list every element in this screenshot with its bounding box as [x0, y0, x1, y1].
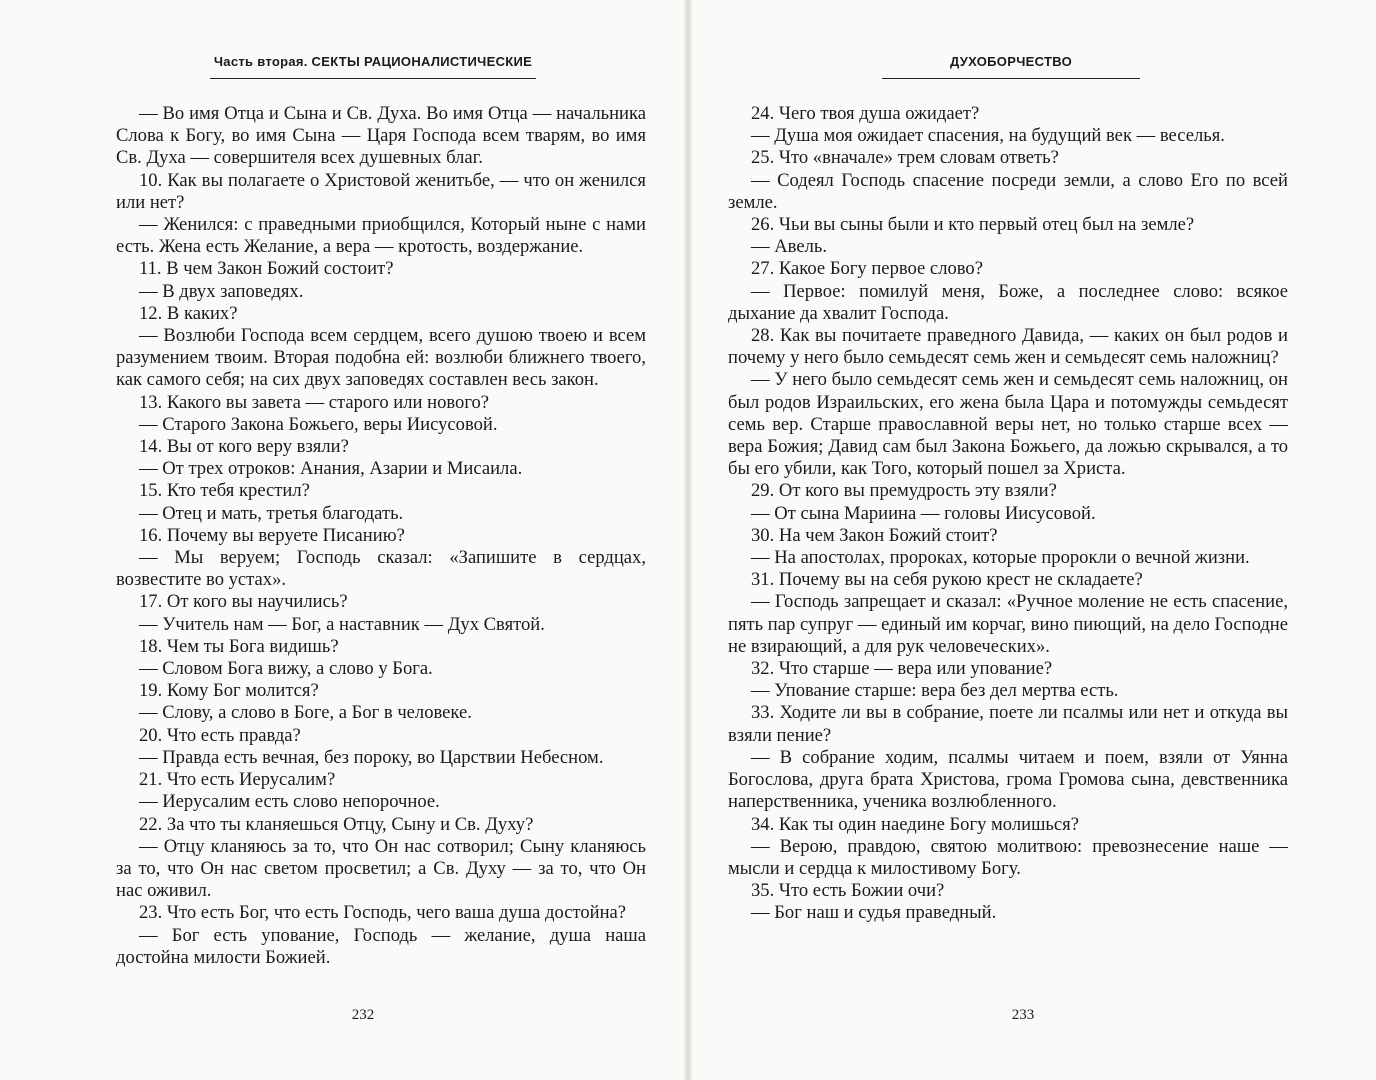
paragraph: — На апостолах, пророках, которые пророкли о вечной жизни.: [751, 547, 1250, 569]
paragraph: 11. В чем Закон Божий состоит?: [139, 258, 394, 280]
paragraph: 30. На чем Закон Божий стоит?: [751, 524, 998, 546]
paragraph: 18. Чем ты Бога видишь?: [139, 635, 339, 657]
paragraph: 13. Какого вы завета — старого или нового?: [139, 391, 490, 413]
paragraph: — Упование старше: вера без дел мертва есть.: [751, 680, 1119, 702]
paragraph: — Слову, а слово в Боге, а Бог в человеке.: [139, 702, 472, 724]
paragraph: 33. Ходите ли вы в собрание, поете ли псалмы или нет и откуда вы взяли пение?: [728, 702, 1288, 746]
left-body-text: [116, 103, 646, 969]
left-running-head: Часть вторая. СЕКТЫ РАЦИОНАЛИСТИЧЕСКИЕ: [213, 54, 533, 69]
paragraph: 20. Что есть правда?: [139, 724, 301, 746]
paragraph: 29. От кого вы премудрость эту взяли?: [751, 480, 1057, 502]
paragraph: — Первое: помилуй меня, Боже, а последнее слово: всякое дыхание да хвалит Господа.: [728, 280, 1288, 324]
paragraph: — Словом Бога вижу, а слово у Бога.: [139, 658, 433, 680]
paragraph: 14. Вы от кого веру взяли?: [139, 436, 349, 458]
paragraph: 31. Почему вы на себя рукою крест не складаете?: [751, 569, 1143, 591]
paragraph: — Верою, правдою, святою молитвою: превознесение наше — мысли и сердца к милостивому Богу.: [728, 835, 1288, 879]
book-gutter: [684, 0, 692, 1080]
paragraph: — От трех отроков: Анания, Азарии и Мисаила.: [139, 458, 523, 480]
paragraph: 17. От кого вы научились?: [139, 591, 348, 613]
left-page-number: 232: [351, 1007, 375, 1023]
paragraph: — Господь запрещает и сказал: «Ручное моление не есть спасение, пять пар супруг — единый им корчаг, вино пиющий, на дело Господне не взирающий, а для рук человеческих».: [728, 591, 1288, 657]
paragraph: 32. Что старше — вера или упование?: [751, 658, 1053, 680]
paragraph: 15. Кто тебя крестил?: [139, 480, 310, 502]
paragraph: 25. Что «вначале» трем словам ответь?: [751, 147, 1059, 169]
paragraph: — Содеял Господь спасение посреди земли, а слово Его по всей земле.: [728, 169, 1288, 213]
paragraph: — Иерусалим есть слово непорочное.: [139, 791, 440, 813]
right-page-number: 233: [1011, 1007, 1035, 1023]
paragraph: 26. Чьи вы сыны были и кто первый отец был на земле?: [751, 214, 1195, 236]
paragraph: 28. Как вы почитаете праведного Давида, — каких он был родов и почему у него было семьдесят семь жен и семьдесят семь наложниц?: [728, 325, 1288, 369]
right-page: [692, 0, 1376, 1080]
paragraph: 35. Что есть Божии очи?: [751, 880, 945, 902]
paragraph: 24. Чего твоя душа ожидает?: [751, 103, 980, 124]
paragraph: — Женился: с праведными приобщился, Который ныне с нами есть. Жена есть Желание, а вера — кротость, воздержание.: [116, 214, 646, 258]
paragraph: — Мы веруем; Господь сказал: «Запишите в сердцах, возвестите во устах».: [116, 547, 646, 591]
right-body-text: [728, 103, 1288, 925]
paragraph: 34. Как ты один наедине Богу молишься?: [751, 813, 1079, 835]
paragraph: — Авель.: [751, 236, 828, 258]
right-running-head: ДУХОБОРЧЕСТВО: [950, 54, 1072, 69]
paragraph: 16. Почему вы веруете Писанию?: [139, 524, 405, 546]
paragraph: — Во имя Отца и Сына и Св. Духа. Во имя Отца — начальника Слова к Богу, во имя Сына — Царя Господа всем тварям, во имя Св. Духа — совершителя всех душевных благ.: [116, 103, 646, 169]
paragraph: 19. Кому Бог молится?: [139, 680, 319, 702]
paragraph: 12. В каких?: [139, 302, 238, 324]
right-head-rule: [882, 78, 1140, 79]
left-head-rule: [210, 78, 536, 79]
paragraph: — В собрание ходим, псалмы читаем и поем, взяли от Уянна Богослова, друга брата Христова, грома Громова сына, девственника наперственника, ученика возлюбленного.: [728, 746, 1288, 813]
paragraph: 21. Что есть Иерусалим?: [139, 769, 336, 791]
paragraph: — У него было семьдесят семь жен и семьдесят семь наложниц, он был родов Израильских, его жена была Цара и потомужды семьдесят семь вер. Старше православной веры нет, но только старше всех — вера Божия; Давид сам был Закона Божьего, да ложью скрывался, а то бы его убили, как Того, который пошел за Христа.: [728, 369, 1288, 480]
paragraph: — Учитель нам — Бог, а наставник — Дух Святой.: [139, 613, 545, 635]
left-page: [0, 0, 684, 1080]
paragraph: — Правда есть вечная, без пороку, во Царствии Небесном.: [139, 746, 604, 768]
paragraph: — От сына Мариина — головы Иисусовой.: [751, 502, 1096, 524]
paragraph: 23. Что есть Бог, что есть Господь, чего ваша душа достойна?: [139, 902, 627, 924]
paragraph: — В двух заповедях.: [139, 280, 304, 302]
paragraph: — Возлюби Господа всем сердцем, всего душою твоею и всем разумением твоим. Вторая подобна ей: возлюби ближнего твоего, как самого себя; на сих двух заповедях составлен весь закон.: [116, 325, 646, 391]
paragraph: — Старого Закона Божьего, веры Иисусовой.: [139, 413, 498, 435]
paragraph: — Бог наш и судья праведный.: [751, 902, 997, 924]
paragraph: — Отцу кланяюсь за то, что Он нас сотворил; Сыну кланяюсь за то, что Он нас светом просветил; а Св. Духу — за то, что Он нас оживил.: [116, 835, 646, 902]
paragraph: 10. Как вы полагаете о Христовой женитьбе, — что он женился или нет?: [116, 169, 646, 213]
paragraph: — Отец и мать, третья благодать.: [139, 502, 404, 524]
paragraph: 27. Какое Богу первое слово?: [751, 258, 983, 280]
paragraph: 22. За что ты кланяешься Отцу, Сыну и Св. Духу?: [139, 813, 534, 835]
paragraph: — Душа моя ожидает спасения, на будущий век — веселья.: [751, 125, 1225, 147]
paragraph: — Бог есть упование, Господь — желание, душа наша достойна милости Божией.: [116, 924, 646, 968]
